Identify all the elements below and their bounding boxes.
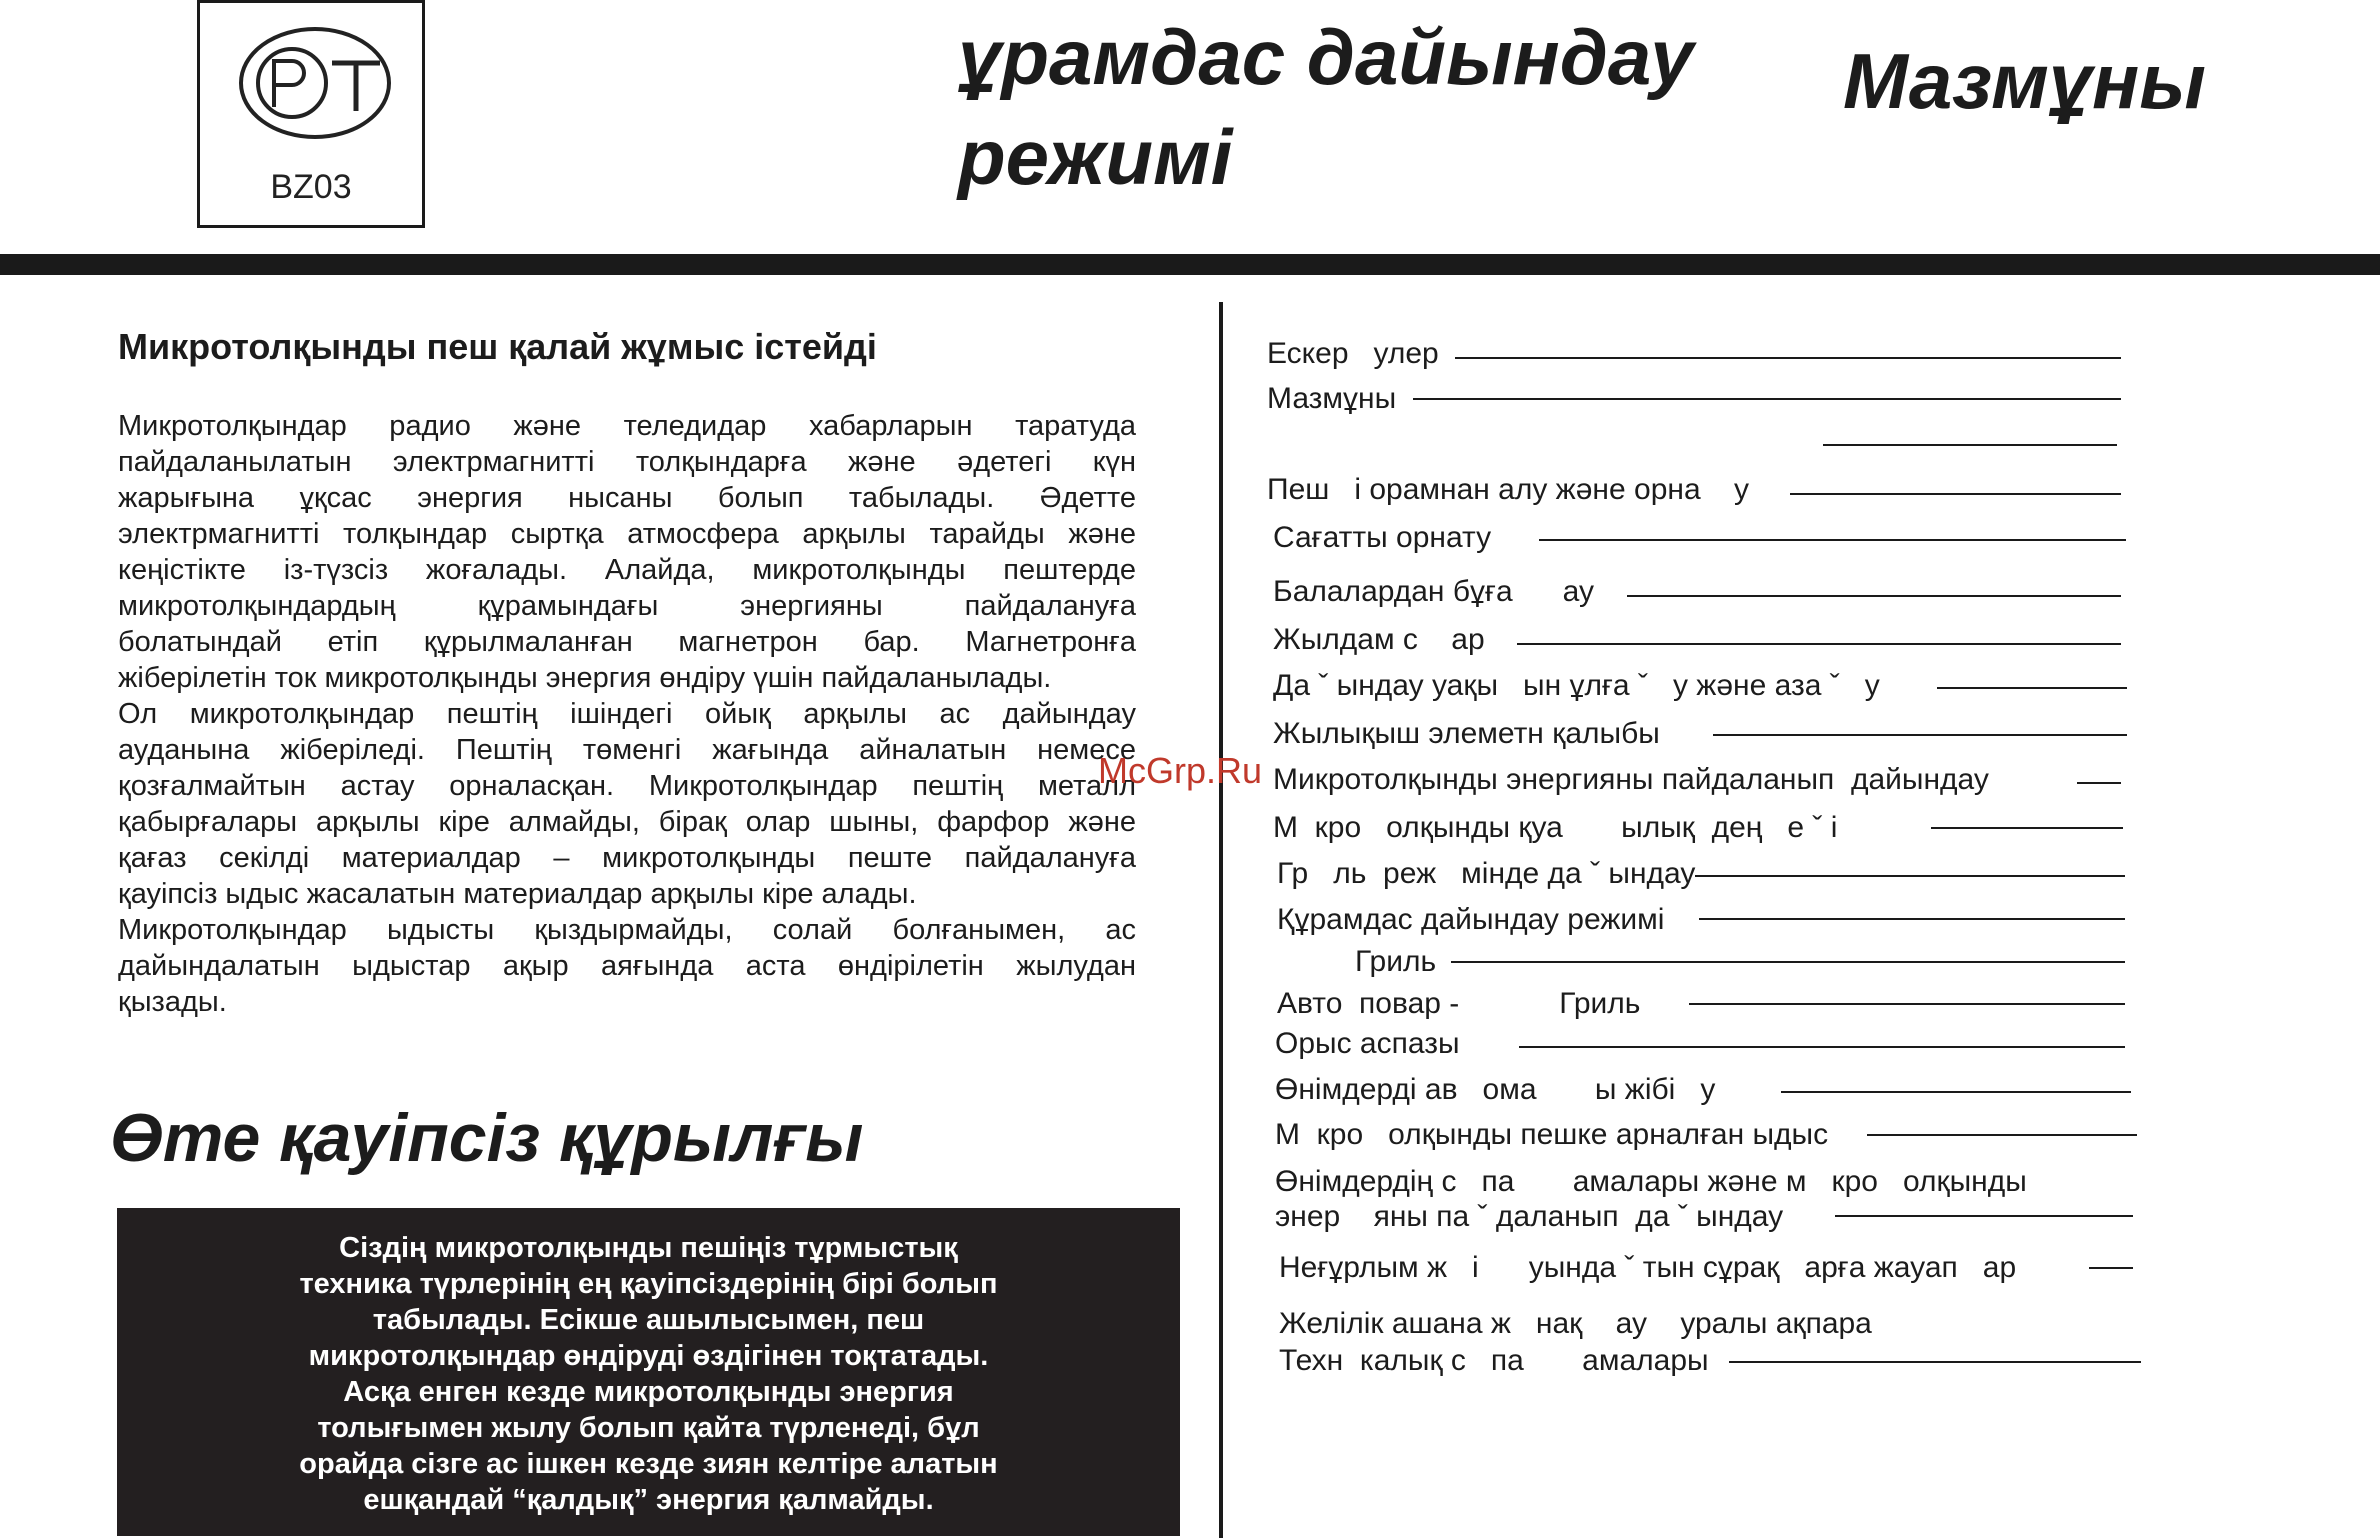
toc-leader-line	[1539, 539, 2126, 541]
toc-entry: Мазмұны	[1267, 382, 1397, 415]
toc-entry: Техн калық с па амалары	[1279, 1344, 1709, 1377]
paragraph-line: болатындай етіп құрылмаланған магнетрон бар. Магнетронға	[118, 626, 1136, 658]
safety-line: толығымен жылу болып қайта түрленеді, бұл	[317, 1412, 980, 1444]
toc-leader-line	[1695, 875, 2125, 877]
pct-mark-icon	[230, 25, 400, 145]
toc-entry: Гр ль реж мінде да ˇ ындау	[1277, 857, 1696, 890]
paragraph-line: Ол микротолқындар пештің ішіндегі ойық арқылы ас дайындау	[118, 698, 1136, 730]
toc-entry: Ескер улер	[1267, 337, 1439, 370]
toc-leader-line	[1823, 444, 2117, 446]
safety-line: табылады. Есікше ашылысымен, пеш	[372, 1304, 925, 1336]
paragraph-line: кеңістікте із-түзсіз жоғалады. Алайда, микротолқынды пештерде	[118, 554, 1136, 586]
toc-entry: Балалардан бұға ау	[1273, 575, 1595, 608]
toc-leader-line	[1699, 918, 2125, 920]
toc-leader-line	[1931, 827, 2123, 829]
toc-entry: Микротолқынды энергияны пайдаланып дайындау	[1273, 763, 1989, 796]
toc-leader-line	[1867, 1134, 2137, 1136]
toc-leader-line	[1835, 1215, 2133, 1217]
toc-entry: Құрамдас дайындау режимі	[1277, 903, 1665, 936]
toc-leader-line	[1781, 1091, 2131, 1093]
toc-entry: М кро олқынды пешке арналған ыдыс	[1275, 1118, 1829, 1151]
toc-leader-line	[2077, 782, 2121, 784]
paragraph-line: пайдаланылатын электрмагнитті толқындарға және әдетегі күн	[118, 446, 1136, 478]
toc-entry: Сағатты орнату	[1273, 521, 1492, 554]
paragraph-line: қағаз секілді материалдар – микротолқынды пеште пайдалануға	[118, 842, 1136, 874]
safety-notice-box	[117, 1208, 1180, 1536]
toc-entry: энер яны па ˇ даланып да ˇ ындау	[1275, 1200, 1784, 1233]
toc-entry: Орыс аспазы	[1275, 1027, 1460, 1060]
toc-entry: Гриль	[1355, 945, 1437, 978]
certification-logo	[197, 0, 425, 228]
toc-entry: Желілік ашана ж нақ ау уралы ақпара	[1279, 1307, 1872, 1340]
paragraph-line: микротолқындардың құрамындағы энергияны пайдалануға	[118, 590, 1136, 622]
header-divider	[0, 254, 2380, 275]
toc-leader-line	[1790, 493, 2121, 495]
toc-entry: Да ˇ ындау уақы ын ұлға ˇ у және аза ˇ у	[1273, 669, 1880, 702]
safety-line: Сіздің микротолқынды пешіңіз тұрмыстық	[339, 1232, 958, 1264]
safety-line: орайда сізге ас ішкен кезде зиян келтіре алатын	[299, 1448, 998, 1480]
toc-entry: Өнімдерді ав ома ы жібі у	[1275, 1073, 1716, 1106]
paragraph-line: Микротолқындар радио және теледидар хабарларын таратуда	[118, 410, 1136, 442]
safety-line: Асқа енген кезде микротолқынды энергия	[343, 1376, 954, 1408]
paragraph-line: қауіпсіз ыдыс жасалатын материалдар арқылы кіре алады.	[118, 878, 917, 910]
toc-leader-line	[2089, 1267, 2133, 1269]
toc-leader-line	[1455, 357, 2121, 359]
contents-title: Мазмұны	[1843, 37, 2206, 125]
toc-entry: М кро олқынды қуа ылық дең е ˇ і	[1273, 811, 1838, 844]
toc-entry: Авто повар - Гриль	[1277, 987, 1641, 1020]
safety-line: ешқандай “қалдық” энергия қалмайды.	[363, 1484, 934, 1516]
watermark: McGrp.Ru	[1098, 750, 1263, 791]
toc-entry: Жылдам с ар	[1273, 623, 1485, 656]
safety-line: техника түрлерінің ең қауіпсіздерінің бірі болып	[299, 1268, 998, 1300]
paragraph-line: қозғалмайтын астау орналасқан. Микротолқындар пештің металл	[118, 770, 1136, 802]
paragraph-line: жарығына ұқсас энергия нысаны болып табылады. Әдетте	[118, 482, 1136, 514]
logo-code: BZ03	[270, 168, 352, 206]
toc-entry: Неғұрлым ж і уында ˇ тын сұрақ арға жауап ар	[1279, 1251, 2017, 1284]
paragraph-line: Микротолқындар ыдысты қыздырмайды, солай болғанымен, ас	[118, 914, 1136, 946]
paragraph-line: дайындалатын ыдыстар ақыр аяғында аста өндірілетін жылудан	[118, 950, 1136, 982]
paragraph-line: электрмагнитті толқындар сыртқа атмосфера арқылы тарайды және	[118, 518, 1136, 550]
toc-entry: Өнімдердің с па амалары және м кро олқынды	[1275, 1165, 2027, 1198]
safety-title: Өте қауіпсіз құрылғы	[110, 1100, 864, 1176]
paragraph-line: ауданына жіберіледі. Пештің төменгі жағында айналатын немесе	[118, 734, 1136, 766]
section-heading: Микротолқынды пеш қалай жұмыс істейді	[118, 326, 877, 367]
body-paragraph	[118, 408, 1136, 1020]
mode-title-line-2: режимі	[958, 113, 1233, 201]
toc-entry: Пеш і орамнан алу және орна у	[1267, 473, 1749, 506]
mode-title-line-1: ұрамдас дайындау	[958, 13, 1694, 101]
toc-entry: Жылықыш элеметн қалыбы	[1273, 717, 1660, 750]
toc-leader-line	[1451, 961, 2125, 963]
safety-line: микротолқындар өндіруді өздігінен тоқтатады.	[308, 1340, 989, 1372]
toc-leader-line	[1627, 595, 2121, 597]
paragraph-line: жіберілетін ток микротолқынды энергия өндіру үшін пайдаланылады.	[118, 662, 1052, 694]
toc-leader-line	[1689, 1003, 2125, 1005]
toc-leader-line	[1937, 687, 2127, 689]
toc-leader-line	[1413, 398, 2121, 400]
toc-leader-line	[1519, 1046, 2125, 1048]
paragraph-line: қабырғалары арқылы кіре алмайды, бірақ олар шыны, фарфор және	[118, 806, 1136, 838]
toc-leader-line	[1517, 643, 2121, 645]
toc-leader-line	[1729, 1361, 2141, 1363]
paragraph-line: қызады.	[118, 986, 227, 1018]
toc-leader-line	[1713, 734, 2127, 736]
column-divider	[1219, 302, 1223, 1538]
